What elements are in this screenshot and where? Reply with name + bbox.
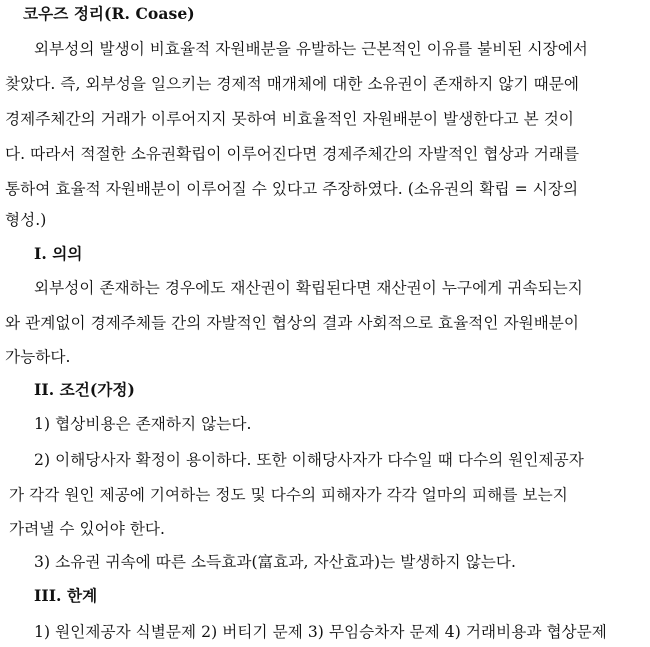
condition-item-2-line: 가려낼 수 있어야 한다. (9, 520, 166, 538)
section1-line: 가능하다. (5, 348, 71, 366)
condition-item-3: 3) 소유권 귀속에 따른 소득효과(富효과, 자산효과)는 발생하지 않는다. (34, 553, 517, 571)
intro-line: 찾았다. 즉, 외부성을 일으키는 경제적 매개체에 대한 소유권이 존재하지 않기 때문에 (5, 75, 579, 93)
limitations-line: 1) 원인제공자 식별문제 2) 버티기 문제 3) 무임승차자 문제 4) 거래비용과 협상문제 (34, 623, 607, 641)
intro-line: 경제주체간의 거래가 이루어지지 못하여 비효율적인 자원배분이 발생한다고 본 것이 (5, 110, 575, 128)
intro-line: 통하여 효율적 자원배분이 이루어질 수 있다고 주장하였다. (소유권의 확립 = 시장의 (5, 180, 579, 198)
section-heading-3: III. 한계 (34, 586, 98, 605)
intro-line: 외부성의 발생이 비효율적 자원배분을 유발하는 근본적인 이유를 불비된 시장에서 (34, 40, 588, 58)
intro-line: 형성.) (5, 211, 47, 229)
document-title: 코우즈 정리(R. Coase) (23, 4, 195, 23)
section1-line: 와 관계없이 경제주체들 간의 자발적인 협상의 결과 사회적으로 효율적인 자원배분이 (5, 314, 580, 332)
condition-item-2-line: 2) 이해당사자 확정이 용이하다. 또한 이해당사자가 다수일 때 다수의 원인제공자 (34, 451, 584, 469)
section-heading-1: I. 의의 (34, 244, 83, 263)
section-heading-2: II. 조건(가정) (34, 380, 135, 399)
section1-line: 외부성이 존재하는 경우에도 재산권이 확립된다면 재산권이 누구에게 귀속되는지 (34, 279, 583, 297)
condition-item-2-line: 가 각각 원인 제공에 기여하는 정도 및 다수의 피해자가 각각 얼마의 피해를 보는지 (9, 486, 568, 504)
condition-item-1: 1) 협상비용은 존재하지 않는다. (34, 415, 252, 433)
intro-line: 다. 따라서 적절한 소유권확립이 이루어진다면 경제주체간의 자발적인 협상과 거래를 (5, 145, 580, 163)
